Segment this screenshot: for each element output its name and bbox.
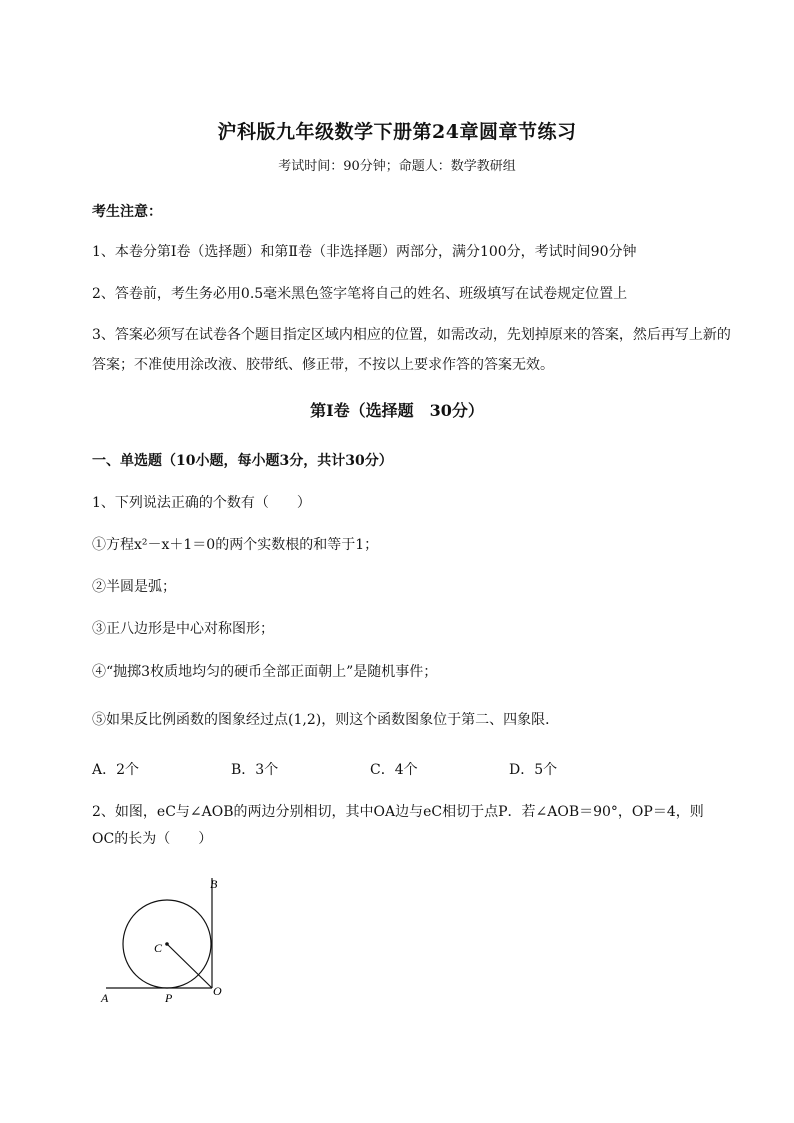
center-point-c [165, 942, 169, 946]
question-1-statement-3: ③正八边形是中心对称图形； [92, 621, 274, 637]
question-1-option-a: A．2个 [92, 762, 140, 778]
notice-item-1: 1、本卷分第I卷（选择题）和第Ⅱ卷（非选择题）两部分，满分100分，考试时间90分钟 [92, 244, 637, 260]
notice-heading: 考生注意： [92, 204, 162, 220]
label-p: P [165, 991, 173, 1005]
question-2-stem-line-1: 2、如图，eC与∠AOB的两边分别相切，其中OA边与eC相切于点P．若∠AOB＝90°，OP＝4，则 [92, 804, 704, 820]
exam-info: 考试时间：90分钟；命题人：数学教研组 [278, 159, 516, 174]
question-1-statement-2: ②半圆是弧； [92, 579, 176, 595]
label-o: O [213, 984, 222, 998]
label-c: C [154, 941, 163, 955]
notice-item-2: 2、答卷前，考生务必用0.5毫米黑色签字笔将自己的姓名、班级填写在试卷规定位置上 [92, 286, 628, 302]
question-1-option-c: C．4个 [370, 762, 418, 778]
circle-tangent-figure [96, 868, 236, 1010]
question-1-statement-1: ①方程x²－x＋1＝0的两个实数根的和等于1； [92, 537, 379, 553]
notice-item-3: 3、答案必须写在试卷各个题目指定区域内相应的位置，如需改动，先划掉原来的答案，然后再写上新的答案；不准使用涂改液、胶带纸、修正带，不按以上要求作答的答案无效。 [92, 327, 731, 373]
part-one-title: 第I卷（选择题 30分） [310, 401, 484, 420]
label-a: A [101, 991, 109, 1005]
section-heading: 一、单选题（10小题，每小题3分，共计30分） [92, 453, 393, 469]
question-2-stem-line-2: OC的长为（ ） [92, 831, 213, 847]
label-b: B [210, 877, 218, 891]
page-title: 沪科版九年级数学下册第24章圆章节练习 [217, 121, 577, 143]
question-1-statement-5: ⑤如果反比例函数的图象经过点(1,2)，则这个函数图象位于第二、四象限． [92, 712, 560, 728]
question-1-stem: 1、下列说法正确的个数有（ ） [92, 495, 311, 511]
question-1-statement-4: ④“抛掷3枚质地均匀的硬币全部正面朝上”是随机事件； [92, 664, 438, 680]
question-1-option-d: D．5个 [509, 762, 558, 778]
question-1-option-b: B．3个 [231, 762, 279, 778]
